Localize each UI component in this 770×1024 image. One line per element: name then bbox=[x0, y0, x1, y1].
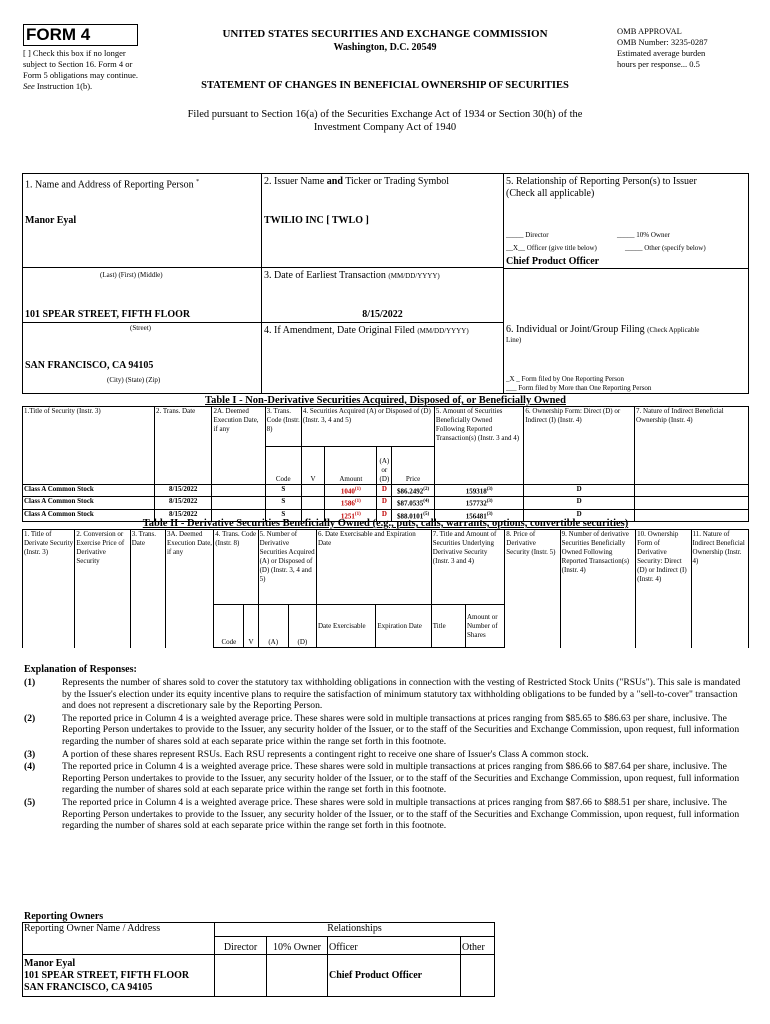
filing-option-multiple[interactable]: ___ Form filed by More than One Reporting Person bbox=[506, 384, 652, 392]
box5-label: 5. Relationship of Reporting Person(s) to Issuer (Check all applicable) bbox=[506, 176, 697, 199]
box4-label: 4. If Amendment, Date Original Filed (MM/DD/YYYY) bbox=[264, 325, 469, 336]
table2: 1. Title of Derivate Security (Instr. 3) 2. Conversion or Exercise Price of Derivative Security 3. Trans. Date 3A. Deemed Execution Date, if any 4. Trans. Code (Instr. 8) 5. Number of Derivative Securities Acquired (A) or Disposed of (D) (Instr. 3, 4 and 5) 6. Date Exercisable and Expiration Date 7. Title and Amount of Securities Underlying Derivative Security (Instr. 3 and 4) 8. Price of Derivative Security (Instr. 5) 9. Number of derivative Securities Beneficially Owned Following Reported Transaction(s) (Instr. 4) 10. Ownership Form of Derivative Security: Direct (D) or Indirect (I) (Instr. 4) 11. Nature of Indirect Beneficial Ownership (Instr. 4) Code V (A) (D) Date Exercisable Expiration Date Title Amount or Number of Shares bbox=[22, 529, 749, 648]
t2-header-nature: 11. Nature of Indirect Beneficial Ownership (Instr. 4) bbox=[691, 530, 748, 648]
reporting-person-street: 101 SPEAR STREET, FIFTH FLOOR bbox=[25, 309, 191, 320]
t1-header-securities: 4. Securities Acquired (A) or Disposed of (D) (Instr. 3, 4 and 5) bbox=[301, 407, 434, 447]
form-title-box bbox=[23, 24, 138, 46]
list-item: (2) The reported price in Column 4 is a weighted average price. These shares were sold in multiple transactions at prices ranging from $85.65 to $86.63 per share, inclusive. The Reporting Person undertakes to provide to the Issuer, any security holder of the Issuer, or to the staff of the Securities and Exchange Commission, upon request, full information regarding the number of shares sold at each separate price within the range set forth in this footnote. bbox=[24, 712, 740, 747]
table-row: Class A Common Stock 8/15/2022 S 1251$^{(1)}$ D $88.0101$^{(5)}$ 156481$^{(3)}$ D bbox=[23, 509, 749, 521]
t1-header-code: 3. Trans. Code (Instr. 8) bbox=[265, 407, 301, 447]
t1-header-form: 6. Ownership Form: Direct (D) or Indirect (I) (Instr. 4) bbox=[524, 407, 635, 485]
table-row: Class A Common Stock 8/15/2022 S 1040$^{(1)}$ D $86.2492$^{(2)}$ 159318$^{(3)}$ D bbox=[23, 485, 749, 497]
t1-header-owned: 5. Amount of Securities Beneficially Owned Following Reported Transaction(s) (Instr. 3 and 4) bbox=[434, 407, 523, 485]
reporting-person-name: Manor Eyal bbox=[25, 215, 77, 226]
t2-header-code: 4. Trans. Code (Instr. 8) bbox=[214, 530, 258, 605]
form-title: FORM 4 bbox=[26, 25, 91, 44]
filed-pursuant: Filed pursuant to Section 16(a) of the Securities Exchange Act of 1934 or Section 30(h) of the Investment Company Act of 1940 bbox=[187, 109, 583, 133]
box3-label: 3. Date of Earliest Transaction (MM/DD/YYYY) bbox=[264, 270, 440, 281]
list-item: (1) Represents the number of shares sold to cover the statutory tax withholding obligations in connection with the vesting of Restricted Stock Units ("RSUs"). This sale is mandated by the Issuer's election under its equity incentive plans to require the satisfaction of minimum statutory tax withholding obligations to be funded by a "sell-to-cover" transaction and does not represent a discretionary sale by the Reporting Person. bbox=[24, 677, 741, 712]
table2-title: Table II - Derivative Securities Beneficially Owned (e.g., puts, calls, warrants, options, convertible securities) bbox=[142, 518, 629, 529]
relationship-other[interactable]: _____ Other (specify below) bbox=[625, 244, 706, 252]
t1-header-title: 1.Title of Security (Instr. 3) bbox=[23, 407, 155, 485]
t2-header-form: 10. Ownership Form of Derivative Security: Direct (D) or Indirect (I) (Instr. 4) bbox=[636, 530, 691, 648]
explanation-heading: Explanation of Responses: bbox=[24, 664, 137, 675]
reporting-owners-table: Reporting Owner Name / Address Relationships Director 10% Owner Officer Other Manor Eyal 101 SPEAR STREET, FIFTH FLOOR SAN FRANCISCO, CA 94105 Chief Product Officer bbox=[22, 922, 495, 997]
issuer-name: TWILIO INC [ TWLO ] bbox=[264, 215, 369, 226]
t1-header-nature: 7. Nature of Indirect Beneficial Ownership (Instr. 4) bbox=[635, 407, 749, 485]
explanation-list bbox=[24, 677, 744, 833]
list-item: (3) A portion of these shares represent RSUs. Each RSU represents a contingent right to receive one share of Issuer's Class A common stock. bbox=[24, 748, 589, 760]
t1-sub-v: V bbox=[301, 447, 324, 485]
t2-header-owned: 9. Number of derivative Securities Beneficially Owned Following Reported Transaction(s) (Instr. 4) bbox=[560, 530, 636, 648]
table1-title: Table I - Non-Derivative Securities Acquired, Disposed of, or Beneficially Owned bbox=[205, 395, 566, 406]
relationship-officer[interactable]: __X__ Officer (give title below) bbox=[506, 244, 597, 252]
omb-approval: OMB APPROVAL OMB Number: 3235-0287 Estimated average burden hours per response... 0.5 bbox=[617, 26, 708, 69]
t1-sub-amount: Amount bbox=[325, 447, 377, 485]
box2-label: 2. Issuer Name and Ticker or Trading Symbol bbox=[264, 176, 450, 187]
earliest-transaction-date: 8/15/2022 bbox=[362, 309, 403, 320]
reporting-owners-heading: Reporting Owners bbox=[24, 911, 104, 922]
t2-header-deemed: 3A. Deemed Execution Date, if any bbox=[165, 530, 213, 648]
t2-header-number: 5. Number of Derivative Securities Acquired (A) or Disposed of (D) (Instr. 3, 4 and 5) bbox=[258, 530, 316, 605]
table-row: Class A Common Stock 8/15/2022 S 1586$^{(1)}$ D $87.0535$^{(4)}$ 157732$^{(3)}$ D bbox=[23, 497, 749, 509]
t2-header-title: 1. Title of Derivate Security (Instr. 3) bbox=[23, 530, 75, 648]
name-caption: (Last) (First) (Middle) bbox=[100, 271, 163, 279]
t2-header-price: 8. Price of Derivative Security (Instr. 5) bbox=[505, 530, 560, 648]
officer-title: Chief Product Officer bbox=[506, 256, 600, 267]
relationship-director[interactable]: _____ Director bbox=[506, 231, 549, 239]
street-caption: (Street) bbox=[130, 324, 151, 332]
filing-option-one[interactable]: _X _ Form filed by One Reporting Person bbox=[506, 375, 625, 383]
relationship-ten-percent[interactable]: _____ 10% Owner bbox=[617, 231, 670, 239]
statement-title: STATEMENT OF CHANGES IN BENEFICIAL OWNERSHIP OF SECURITIES bbox=[201, 80, 569, 91]
list-item: (4) The reported price in Column 4 is a weighted average price. These shares were sold in multiple transactions at prices ranging from $86.66 to $87.64 per share, inclusive. The Reporting Person undertakes to provide to the Issuer, any security holder of the Issuer, or to the staff of the Securities and Exchange Commission, upon request, full information regarding the number of shares sold at each separate price within the range set forth in this footnote. bbox=[24, 761, 740, 796]
t1-sub-price: Price bbox=[392, 447, 435, 485]
agency-location: Washington, D.C. 20549 bbox=[333, 42, 437, 53]
agency-name: UNITED STATES SECURITIES AND EXCHANGE COMMISSION bbox=[222, 28, 548, 40]
section16-checkbox-text[interactable]: [ ] Check this box if no longer subject to Section 16. Form 4 or Form 5 obligations may continue. See Instruction 1(b). bbox=[23, 48, 138, 91]
t1-sub-aord: (A) or (D) bbox=[377, 447, 392, 485]
reporting-person-city: SAN FRANCISCO, CA 94105 bbox=[25, 360, 154, 371]
t2-header-underlying: 7. Title and Amount of Securities Underlying Derivative Security (Instr. 3 and 4) bbox=[431, 530, 505, 605]
t1-header-date: 2. Trans. Date bbox=[154, 407, 211, 485]
list-item: (5) The reported price in Column 4 is a weighted average price. These shares were sold in multiple transactions at prices ranging from $87.66 to $88.51 per share, inclusive. The Reporting Person undertakes to provide to the Issuer, any security holder of the Issuer, or to the staff of the Securities and Exchange Commission, upon request, full information regarding the number of shares sold at each separate price within the range set forth in this footnote. bbox=[24, 796, 740, 832]
t1-header-deemed: 2A. Deemed Execution Date, if any bbox=[212, 407, 265, 485]
table-row: Manor Eyal 101 SPEAR STREET, FIFTH FLOOR SAN FRANCISCO, CA 94105 Chief Product Officer bbox=[23, 955, 495, 997]
box6-label: 6. Individual or Joint/Group Filing (Check Applicable Line) bbox=[506, 324, 700, 344]
city-caption: (City) (State) (Zip) bbox=[107, 376, 161, 384]
t2-header-conversion: 2. Conversion or Exercise Price of Derivative Security bbox=[75, 530, 130, 648]
t1-sub-code: Code bbox=[265, 447, 301, 485]
t2-header-date: 3. Trans. Date bbox=[130, 530, 165, 648]
box1-label: 1. Name and Address of Reporting Person * bbox=[25, 179, 200, 191]
table1 bbox=[22, 406, 749, 522]
t2-header-exercisable: 6. Date Exercisable and Expiration Date bbox=[317, 530, 432, 605]
